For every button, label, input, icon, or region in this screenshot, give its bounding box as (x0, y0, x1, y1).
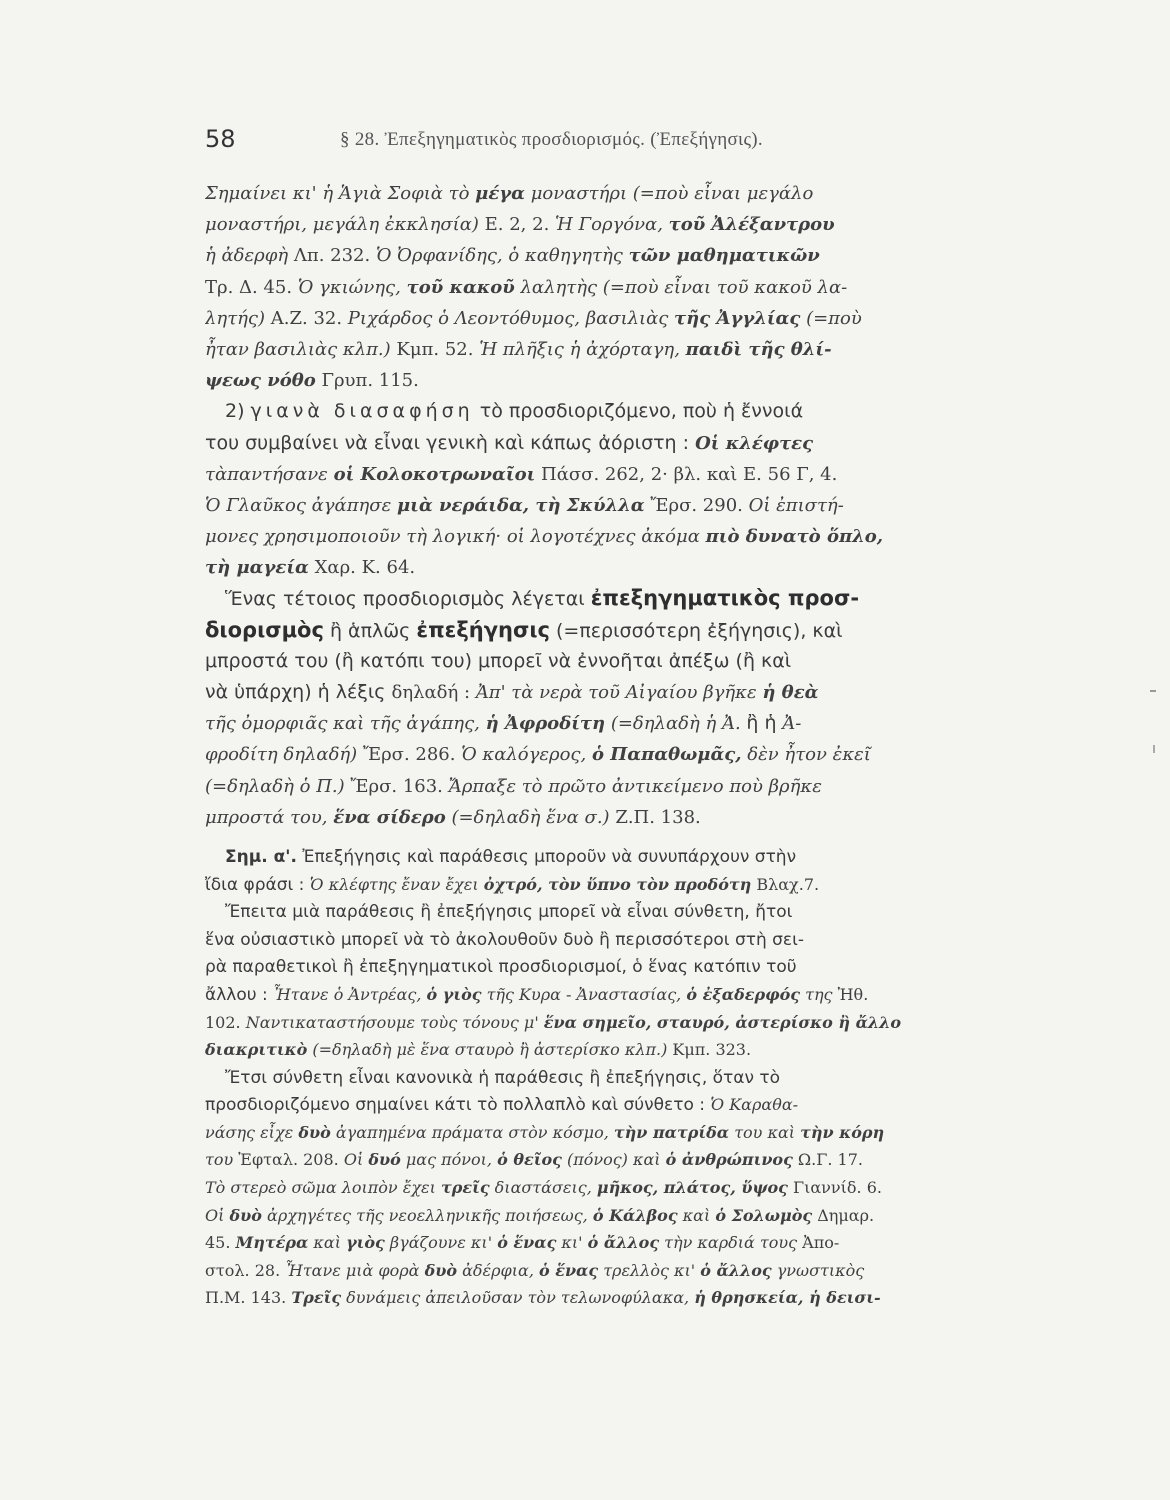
page-header (205, 125, 965, 159)
section-gap (205, 833, 967, 843)
note-line: Ἔπειτα μιὰ παράθεσις ἢ ἐπεξήγησις μπορεῖ νὰ εἶναι σύνθετη, ἤτοι (225, 902, 793, 923)
note-line: Τὸ στερεὸ σῶμα λοιπὸν ἔχει τρεῖς διαστάσεις, μῆκος, πλάτος, ὕψος Γιαννίδ. 6. (205, 1178, 882, 1198)
text-line: ψεως νόθο Γρυπ. 115. (205, 370, 419, 392)
note-line: ρὰ παραθετικοὶ ἢ ἐπεξηγηματικοὶ προσδιορισμοί, ὁ ἕνας κατόπιν τοῦ (205, 957, 797, 978)
text-line: διορισμὸς ἢ ἁπλῶς ἐπεξήγησις (=περισσότερη ἐξήγησις), καὶ (205, 617, 843, 642)
text-line: του συμβαίνει νὰ εἶναι γενικὴ καὶ κάπως ἀόριστη : Οἱ κλέφτες (205, 431, 814, 454)
note-line: ἴδια φράσι : Ὁ κλέφτης ἔναν ἔχει ὀχτρό, τὸν ὕπνο τὸν προδότη Βλαχ.7. (205, 874, 820, 895)
text-line: μοναστήρι, μεγάλη ἐκκλησία) Ε. 2, 2. Ἡ Γοργόνα, τοῦ Ἀλέξαντρου (205, 214, 835, 236)
note-line: προσδιοριζόμενο σημαίνει κάτι τὸ πολλαπλὸ καὶ σύνθετο : Ὁ Καραθα- (205, 1095, 799, 1116)
note-line: Ἔτσι σύνθετη εἶναι κανονικὰ ἡ παράθεσις ἢ ἐπεξήγησις, ὅταν τὸ (225, 1067, 781, 1088)
note-line: ἄλλου : Ἦτανε ὁ Ἀντρέας, ὁ γιὸς τῆς Κυρα - Ἀναστασίας, ὁ ἐξαδερφός της Ἠθ. (205, 984, 869, 1005)
text-line: φροδίτη δηλαδή) Ἔρσ. 286. Ὁ καλόγερος, ὁ Παπαθωμᾶς, δὲν ἦτον ἐκεῖ (205, 744, 871, 766)
note-line: Σημ. α'. Ἐπεξήγησις καὶ παράθεσις μποροῦν νὰ συνυπάρχουν στὴν (225, 846, 797, 867)
note-line: 102. Ναντικαταστήσουμε τοὺς τόνους μ' ἕνα σημεῖο, σταυρό, ἀστερίσκο ἢ ἄλλο (205, 1012, 901, 1032)
note-line: νάσης εἶχε δυὸ ἀγαπημένα πράματα στὸν κόσμο, τὴν πατρίδα του καὶ τὴν κόρη (205, 1122, 885, 1142)
note-line: διακριτικὸ (=δηλαδὴ μὲ ἕνα σταυρὸ ἢ ἀστερίσκο κλπ.) Κμπ. 323. (205, 1040, 752, 1060)
text-line: ἦταν βασιλιὰς κλπ.) Κμπ. 52. Ἡ πλῆξις ἡ ἀχόρταγη, παιδὶ τῆς θλί- (205, 338, 832, 360)
text-line: τὰπαντήσανε οἱ Κολοκοτρωναῖοι Πάσσ. 262, 2· βλ. καὶ Ε. 56 Γ, 4. (205, 463, 838, 485)
running-head: § 28. Ἐπεξηγηματικὸς προσδιορισμός. (Ἐπεξήγησις). (340, 129, 763, 150)
note-line: Οἱ δυὸ ἀρχηγέτες τῆς νεοελληνικῆς ποιήσεως, ὁ Κάλβος καὶ ὁ Σολωμὸς Δημαρ. (205, 1205, 875, 1225)
text-line: (=δηλαδὴ ὁ Π.) Ἔρσ. 163. Ἄρπαξε τὸ πρῶτο ἀντικείμενο ποὺ βρῆκε (205, 775, 822, 797)
scan-mark (1150, 690, 1156, 692)
text-line: 2) γιανὰ διασαφήση τὸ προσδιοριζόμενο, ποὺ ἡ ἔννοιά (225, 400, 804, 423)
text-line: μπροστά του, ἕνα σίδερο (=δηλαδὴ ἕνα σ.) Ζ.Π. 138. (205, 806, 701, 828)
text-line: Ἕνας τέτοιος προσδιορισμὸς λέγεται ἐπεξηγηματικὸς προσ- (225, 586, 860, 611)
note-line: στολ. 28. Ἦτανε μιὰ φορὰ δυὸ ἀδέρφια, ὁ ἕνας τρελλὸς κι' ὁ ἄλλος γνωστικὸς (205, 1260, 865, 1280)
text-line: Ὁ Γλαῦκος ἀγάπησε μιὰ νεράιδα, τὴ Σκύλλα Ἔρσ. 290. Οἱ ἐπιστή- (205, 494, 844, 516)
page-number: 58 (205, 125, 236, 153)
page-body (205, 178, 967, 1312)
text-line: Τρ. Δ. 45. Ὁ γκιώνης, τοῦ κακοῦ λαλητὴς (=ποὺ εἶναι τοῦ κακοῦ λα- (205, 276, 848, 298)
text-line: νὰ ὑπάρχη) ἡ λέξις δηλαδή : Ἀπ' τὰ νερὰ τοῦ Αἰγαίου βγῆκε ἡ θεὰ (205, 681, 819, 703)
text-line: μονες χρησιμοποιοῦν τὴ λογική· οἱ λογοτέχνες ἀκόμα πιὸ δυνατὸ ὅπλο, (205, 526, 884, 548)
text-line: μπροστά του (ἢ κατόπι του) μπορεῖ νὰ ἐννοῆται ἀπέξω (ἢ καὶ (205, 649, 792, 672)
text-line: τὴ μαγεία Χαρ. Κ. 64. (205, 557, 416, 579)
note-line: του Ἐφταλ. 208. Οἱ δυό μας πόνοι, ὁ θεῖος (πόνος) καὶ ὁ ἀνθρώπινος Ω.Γ. 17. (205, 1150, 863, 1170)
note-line: ἕνα οὐσιαστικὸ μπορεῖ νὰ τὸ ἀκολουθοῦν δυὸ ἢ περισσότεροι στὴ σει- (205, 929, 804, 950)
scan-mark (1153, 745, 1155, 753)
text-line: Σημαίνει κι' ἡ Ἁγιὰ Σοφιὰ τὸ μέγα μοναστήρι (=ποὺ εἶναι μεγάλο (205, 183, 814, 204)
note-line: 45. Μητέρα καὶ γιὸς βγάζουνε κι' ὁ ἕνας κι' ὁ ἄλλος τὴν καρδιά τους Ἀπο- (205, 1233, 840, 1253)
note-line: Π.Μ. 143. Τρεῖς δυνάμεις ἀπειλοῦσαν τὸν τελωνοφύλακα, ἡ θρησκεία, ἡ δεισι- (205, 1288, 881, 1308)
text-line: τῆς ὀμορφιᾶς καὶ τῆς ἀγάπης, ἡ Ἀφροδίτη (=δηλαδὴ ἡ Ἀ. ἢ ἡ Ἀ- (205, 712, 802, 735)
text-line: ἡ ἀδερφὴ Λπ. 232. Ὁ Ὀρφανίδης, ὁ καθηγητὴς τῶν μαθηματικῶν (205, 245, 820, 267)
text-line: λητής) Α.Ζ. 32. Ριχάρδος ὁ Λεοντόθυμος, βασιλιὰς τῆς Ἀγγλίας (=ποὺ (205, 307, 862, 329)
